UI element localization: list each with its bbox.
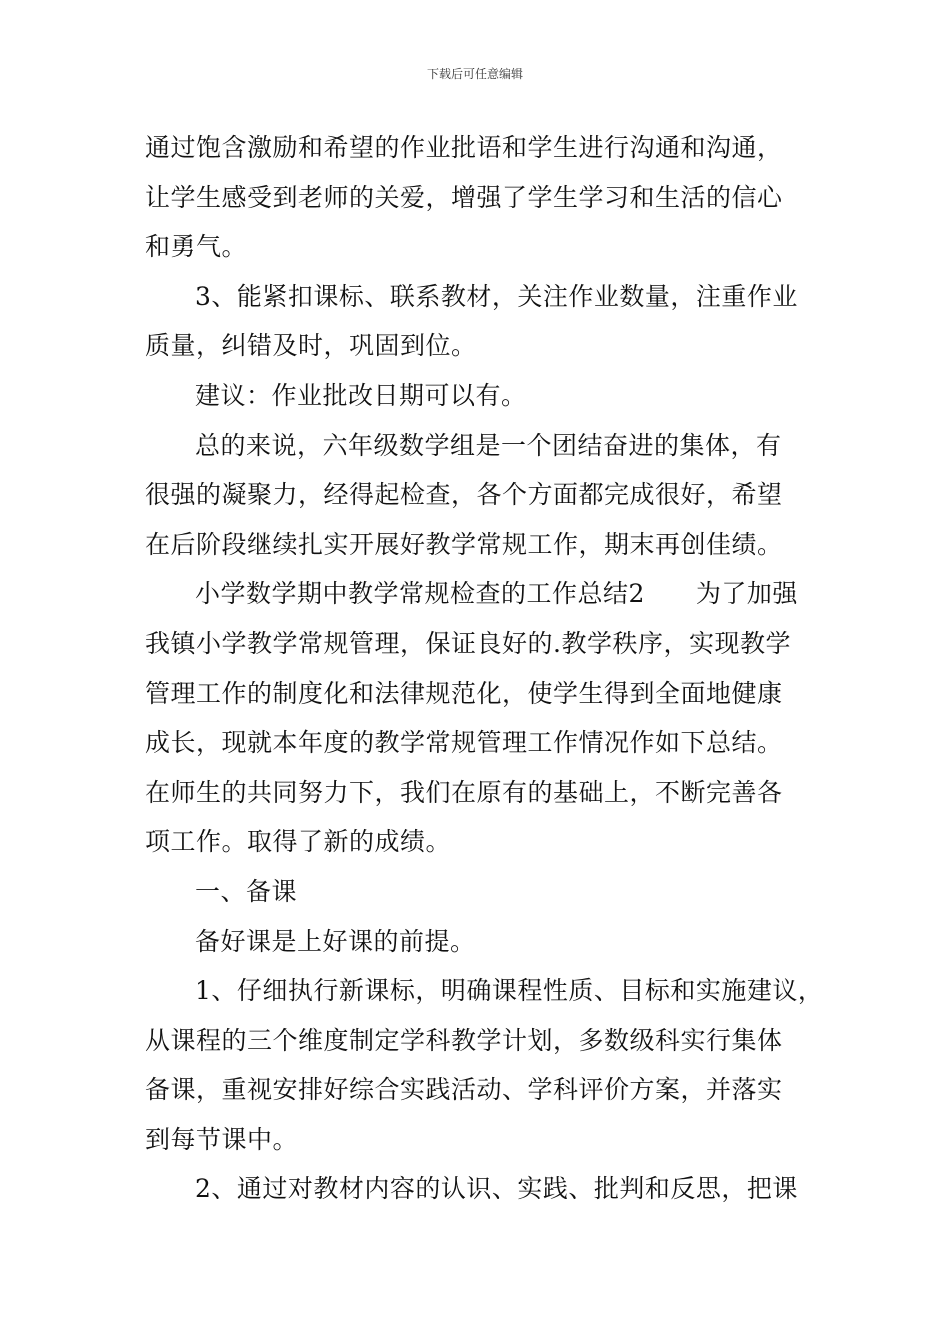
text-line: 我镇小学教学常规管理，保证良好的.教学秩序，实现教学 — [145, 628, 791, 658]
text-line: 备好课是上好课的前提。 — [195, 926, 476, 956]
text-line: 让学生感受到老师的关爱，增强了学生学习和生活的信心 — [145, 182, 783, 212]
section-heading: 一、备课 — [195, 876, 298, 906]
text-line: 成长，现就本年度的教学常规管理工作情况作如下总结。 — [145, 728, 783, 758]
text-line: 1、仔细执行新课标，明确课程性质、目标和实施建议， — [195, 976, 824, 1006]
text-line: 建议：作业批改日期可以有。 — [195, 380, 527, 410]
text-line: 管理工作的制度化和法律规范化，使学生得到全面地健康 — [145, 678, 783, 708]
text-line: 到每节课中。 — [145, 1124, 299, 1154]
text-line: 3、能紧扣课标、联系教材，关注作业数量，注重作业 — [195, 281, 798, 311]
text-line: 很强的凝聚力，经得起检查，各个方面都完成很好，希望 — [145, 480, 783, 510]
text-line: 备课，重视安排好综合实践活动、学科评价方案，并落实 — [145, 1075, 783, 1105]
text-line: 小学数学期中教学常规检查的工作总结2 为了加强 — [195, 579, 798, 609]
document-body — [145, 123, 825, 1214]
page-header: 下载后可任意编辑 — [426, 67, 523, 81]
text-line: 2、通过对教材内容的认识、实践、批判和反思，把课 — [195, 1174, 798, 1204]
text-line: 和勇气。 — [145, 232, 248, 262]
text-line: 项工作。取得了新的成绩。 — [145, 827, 452, 857]
text-line: 总的来说，六年级数学组是一个团结奋进的集体，有 — [195, 430, 782, 460]
text-line: 质量，纠错及时，巩固到位。 — [145, 331, 477, 361]
text-line: 通过饱含激励和希望的作业批语和学生进行沟通和沟通， — [145, 133, 783, 162]
text-line: 从课程的三个维度制定学科教学计划，多数级科实行集体 — [145, 1025, 783, 1055]
text-line: 在师生的共同努力下，我们在原有的基础上，不断完善各 — [145, 777, 783, 807]
text-line: 在后阶段继续扎实开展好教学常规工作，期末再创佳绩。 — [145, 529, 783, 559]
